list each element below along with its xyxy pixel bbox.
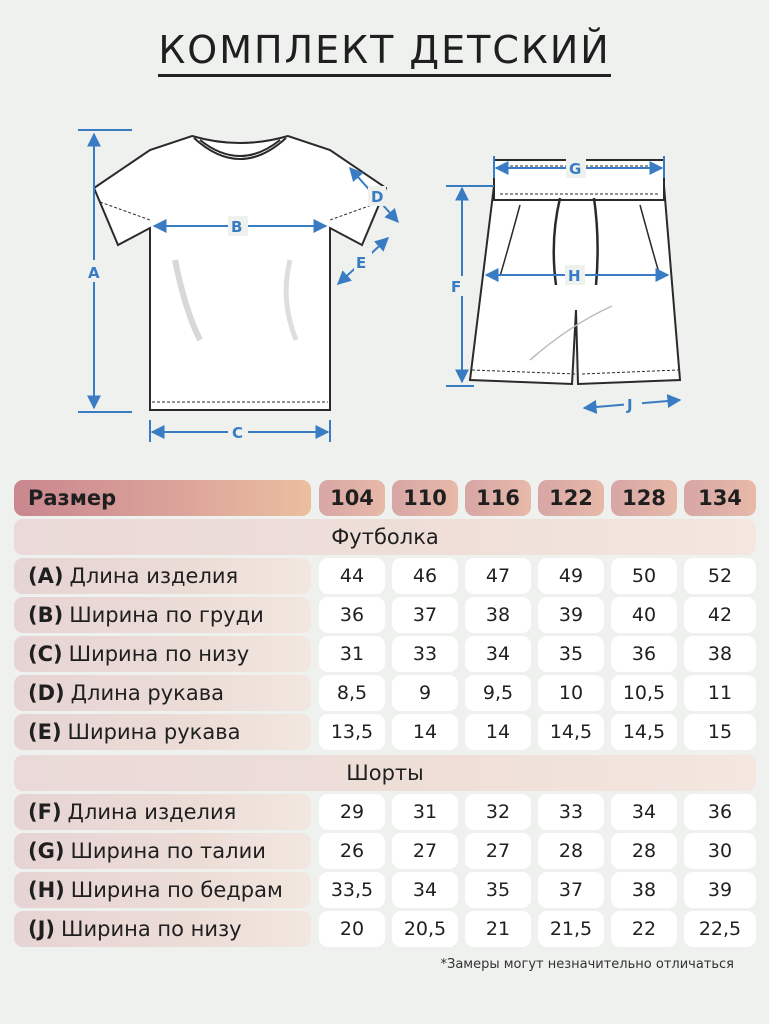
row-code: (H) <box>28 878 65 902</box>
label-j: J <box>627 396 633 414</box>
page-title <box>0 28 769 72</box>
row-name: Ширина по низу <box>68 642 250 666</box>
row-code: (J) <box>28 917 56 941</box>
row-label <box>14 872 311 908</box>
value-cell: 33 <box>392 636 458 672</box>
section-shorts <box>14 755 756 791</box>
size-134: 134 <box>684 480 756 516</box>
value-cell: 14,5 <box>611 714 677 750</box>
row-code: (C) <box>28 642 63 666</box>
value-cell: 47 <box>465 558 531 594</box>
value-cell: 14 <box>392 714 458 750</box>
size-header-label: Размер <box>14 480 311 516</box>
value-cell: 27 <box>465 833 531 869</box>
value-cell: 29 <box>319 794 385 830</box>
row-label <box>14 597 311 633</box>
row-code: (G) <box>28 839 65 863</box>
page-title-text: КОМПЛЕКТ ДЕТСКИЙ <box>158 28 610 77</box>
row-name: Длина изделия <box>67 800 237 824</box>
value-cell: 21,5 <box>538 911 604 947</box>
value-cell: 22,5 <box>684 911 756 947</box>
value-cell: 26 <box>319 833 385 869</box>
row-code: (E) <box>28 720 62 744</box>
row-label <box>14 675 311 711</box>
row-code: (B) <box>28 603 64 627</box>
value-cell: 33,5 <box>319 872 385 908</box>
value-cell: 44 <box>319 558 385 594</box>
value-cell: 52 <box>684 558 756 594</box>
value-cell: 14,5 <box>538 714 604 750</box>
value-cell: 31 <box>319 636 385 672</box>
value-cell: 38 <box>684 636 756 672</box>
garment-diagram <box>0 110 769 460</box>
value-cell: 49 <box>538 558 604 594</box>
table-row <box>14 872 756 908</box>
table-row <box>14 558 756 594</box>
table-row <box>14 911 756 947</box>
table-row <box>14 636 756 672</box>
row-label <box>14 558 311 594</box>
tshirt-drawing <box>94 136 386 410</box>
value-cell: 9 <box>392 675 458 711</box>
table-row <box>14 833 756 869</box>
value-cell: 28 <box>611 833 677 869</box>
label-a: A <box>88 264 100 282</box>
row-label <box>14 714 311 750</box>
table-header-row <box>14 480 756 516</box>
value-cell: 10 <box>538 675 604 711</box>
label-c: C <box>232 424 244 442</box>
value-cell: 8,5 <box>319 675 385 711</box>
table-row <box>14 714 756 750</box>
value-cell: 39 <box>538 597 604 633</box>
value-cell: 37 <box>392 597 458 633</box>
value-cell: 10,5 <box>611 675 677 711</box>
section-tshirt <box>14 519 756 555</box>
size-104: 104 <box>319 480 385 516</box>
row-label <box>14 911 311 947</box>
row-code: (A) <box>28 564 64 588</box>
value-cell: 42 <box>684 597 756 633</box>
size-122: 122 <box>538 480 604 516</box>
value-cell: 9,5 <box>465 675 531 711</box>
value-cell: 13,5 <box>319 714 385 750</box>
value-cell: 20,5 <box>392 911 458 947</box>
value-cell: 38 <box>611 872 677 908</box>
row-name: Длина изделия <box>69 564 239 588</box>
value-cell: 34 <box>611 794 677 830</box>
row-name: Ширина рукава <box>67 720 241 744</box>
value-cell: 20 <box>319 911 385 947</box>
row-label <box>14 794 311 830</box>
row-name: Ширина по бедрам <box>70 878 283 902</box>
value-cell: 34 <box>392 872 458 908</box>
size-110: 110 <box>392 480 458 516</box>
value-cell: 36 <box>684 794 756 830</box>
value-cell: 30 <box>684 833 756 869</box>
label-e: E <box>356 254 367 272</box>
row-label <box>14 636 311 672</box>
label-g: G <box>569 160 582 178</box>
value-cell: 39 <box>684 872 756 908</box>
value-cell: 40 <box>611 597 677 633</box>
label-d: D <box>371 188 384 206</box>
value-cell: 14 <box>465 714 531 750</box>
value-cell: 15 <box>684 714 756 750</box>
value-cell: 33 <box>538 794 604 830</box>
section-title: Футболка <box>14 519 756 555</box>
value-cell: 35 <box>465 872 531 908</box>
value-cell: 36 <box>611 636 677 672</box>
table-row <box>14 597 756 633</box>
value-cell: 35 <box>538 636 604 672</box>
row-name: Длина рукава <box>70 681 224 705</box>
row-name: Ширина по груди <box>69 603 264 627</box>
value-cell: 28 <box>538 833 604 869</box>
value-cell: 11 <box>684 675 756 711</box>
value-cell: 38 <box>465 597 531 633</box>
value-cell: 32 <box>465 794 531 830</box>
label-f: F <box>451 278 462 296</box>
label-h: H <box>568 267 581 285</box>
table-row <box>14 675 756 711</box>
row-label <box>14 833 311 869</box>
row-name: Ширина по талии <box>70 839 266 863</box>
value-cell: 22 <box>611 911 677 947</box>
label-b: B <box>231 218 243 236</box>
value-cell: 46 <box>392 558 458 594</box>
value-cell: 36 <box>319 597 385 633</box>
value-cell: 27 <box>392 833 458 869</box>
size-128: 128 <box>611 480 677 516</box>
value-cell: 37 <box>538 872 604 908</box>
size-116: 116 <box>465 480 531 516</box>
value-cell: 34 <box>465 636 531 672</box>
value-cell: 21 <box>465 911 531 947</box>
row-code: (F) <box>28 800 62 824</box>
footnote: *Замеры могут незначительно отличаться <box>440 957 734 972</box>
row-name: Ширина по низу <box>61 917 242 941</box>
value-cell: 50 <box>611 558 677 594</box>
row-code: (D) <box>28 681 65 705</box>
table-row <box>14 794 756 830</box>
section-title: Шорты <box>14 755 756 791</box>
value-cell: 31 <box>392 794 458 830</box>
